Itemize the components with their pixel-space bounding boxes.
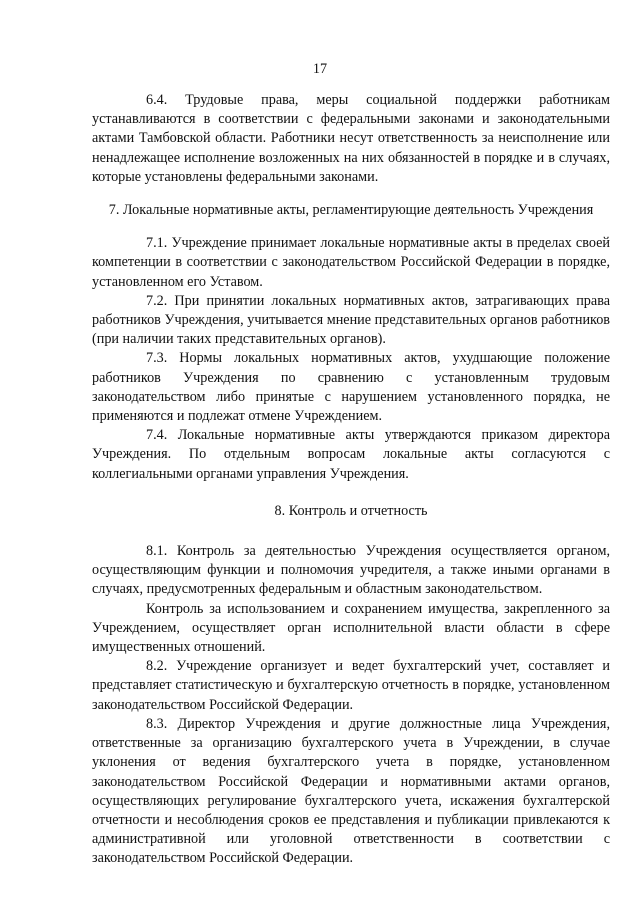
paragraph-7-1: 7.1. Учреждение принимает локальные нормативные акты в пределах своей компетенции в соответствии с законодательством Российской Федерации в порядке, установленном его Уставом. bbox=[92, 235, 610, 290]
paragraph-7-3: 7.3. Нормы локальных нормативных актов, ухудшающие положение работников Учреждения по сравнению с установленным трудовым законодательством либо принятые с нарушением установленного порядка, не применяются и подлежат отмене Учреждением. bbox=[92, 350, 610, 425]
paragraph-8-1: 8.1. Контроль за деятельностью Учреждения осуществляется органом, осуществляющим функции и полномочия учредителя, а также иными органами в случаях, предусмотренных федеральным и областным законодательством. bbox=[92, 543, 610, 598]
paragraph-7-2: 7.2. При принятии локальных нормативных актов, затрагивающих права работников Учреждения, учитывается мнение представительных органов работников (при наличии таких представительных органов). bbox=[92, 292, 610, 348]
paragraph-8-2: 8.2. Учреждение организует и ведет бухгалтерский учет, составляет и представляет статистическую и бухгалтерскую отчетность в порядке, установленном законодательством Российской Федерации. bbox=[92, 658, 610, 713]
document-body bbox=[92, 91, 610, 869]
paragraph-8-3: 8.3. Директор Учреждения и другие должностные лица Учреждения, ответственные за организацию бухгалтерского учета в Учреждении, в случае уклонения от ведения бухгалтерского учета в порядке, установленном законодательством Российской Федерации и нормативными актами органов, осуществляющих регулирование бухгалтерского учета, искажения бухгалтерской отчетности и несоблюдения сроков ее представления и публикации привлекаются к административной или уголовной ответственности в соответствии с законодательством Российской Федерации. bbox=[92, 715, 610, 867]
section-7-heading: 7. Локальные нормативные акты, регламентирующие деятельность Учреждения bbox=[108, 202, 594, 219]
paragraph-6-4: 6.4. Трудовые права, меры социальной поддержки работникам устанавливаются в соответствии с федеральными законами и законодательными актами Тамбовской области. Работники несут ответственность за неисполнение или ненадлежащее исполнение возложенных на них обязанностей в порядке и в случаях, которые установлены федеральными законами. bbox=[92, 92, 610, 185]
section-8-heading: 8. Контроль и отчетность bbox=[274, 502, 428, 519]
paragraph-8-1-property-control: Контроль за использованием и сохранением имущества, закрепленного за Учреждением, осуществляет орган исполнительной власти области в сфере имущественных отношений. bbox=[92, 600, 610, 656]
page-number: 17 bbox=[312, 61, 328, 77]
paragraph-7-4: 7.4. Локальные нормативные акты утверждаются приказом директора Учреждения. По отдельным вопросам локальные акты согласуются с коллегиальными органами управления Учреждения. bbox=[92, 427, 610, 482]
